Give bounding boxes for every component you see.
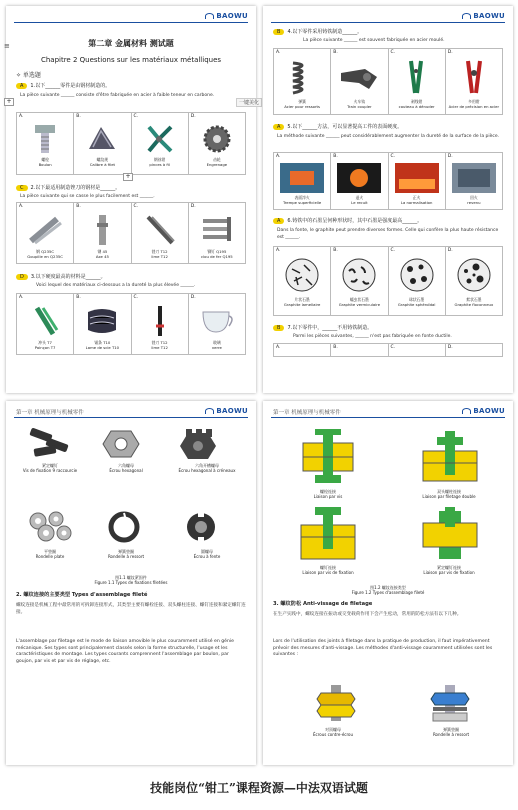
caption: 六角开槽螺母 Écrou hexagonal à créneaux — [178, 463, 236, 473]
add-row-icon[interactable]: + — [123, 173, 133, 181]
rivet-icon — [199, 213, 235, 247]
option-d[interactable]: D. 玻璃 verre — [189, 294, 245, 354]
file-tool-icon — [142, 304, 178, 338]
option-b[interactable]: B. 蠕虫状石墨 Graphite vermiculaire — [331, 247, 388, 315]
option-a[interactable]: A. 弹簧 Acier pour ressorts — [274, 49, 331, 114]
brand-logo: BAOWU — [462, 407, 505, 415]
page-header: 第一章 机械原理与机械零件 — [16, 410, 84, 416]
spheroidal-graphite-icon — [399, 257, 435, 293]
header-rule — [271, 417, 505, 418]
q7-options — [273, 343, 503, 357]
spring-washer-image — [104, 511, 144, 543]
answer-badge: B — [273, 29, 284, 35]
punch-icon — [27, 304, 63, 338]
spring-washer-diagram — [427, 683, 473, 723]
section-title: ✧ 单选题 — [16, 72, 41, 79]
option-c[interactable]: C. 球状石墨 Graphite sphéroïdal — [389, 247, 446, 315]
normalizing-photo — [395, 163, 439, 193]
option-b[interactable]: B. 退火 Le recuit — [331, 153, 388, 209]
logo-mark-icon — [205, 13, 214, 19]
option-c[interactable]: C. 钢丝钳 pinces à fil — [132, 113, 189, 174]
caption: 平垫圈 Rondelle plate — [35, 549, 65, 559]
page-1 — [4, 6, 259, 393]
section-heading: 3. 螺纹防松 Anti-vissage de filetage — [273, 601, 373, 607]
page-3 — [6, 401, 256, 765]
question-2: C 2.以下最适用制造锉刀的钢材是______。 — [16, 184, 120, 191]
q4-options — [273, 48, 503, 115]
caption: 对顶螺母 Écrous contre-écrou — [312, 727, 354, 737]
header-rule — [14, 417, 248, 418]
logo-mark-icon — [205, 408, 214, 414]
answer-badge: A — [16, 83, 27, 89]
paragraph-fr: L'assemblage par filetage est le mode de liaison amovible le plus couramment utilisé en génie mécanique. Ses types sont principalement classés selon la forme structurelle, l'usage et les caractéristiques de montage. Les types courants comprennent l'assemblage par boulon, par goujon, par vis et par vis de réglage, etc. — [16, 639, 234, 664]
page-header: 第一章 机械原理与机械零件 — [273, 410, 341, 416]
answer-badge: A — [273, 124, 284, 130]
option-c[interactable]: C. — [389, 344, 446, 356]
caption: 六角螺母 Écrou hexagonal — [109, 463, 143, 473]
caption: 螺钉连接 Liaison par vis de fixation — [302, 565, 354, 575]
question-4: B 4.以下零件采用铸铁制造______。 — [273, 28, 362, 35]
figure-caption: 图1.1 螺纹紧固件 Figure 1.1 Types de fixations filetées — [94, 575, 168, 585]
castle-nut-image — [178, 427, 218, 461]
lock-nut-image — [313, 683, 359, 723]
expand-icon[interactable]: + — [4, 98, 14, 106]
pin-icon — [27, 213, 63, 247]
option-c[interactable]: C. 锉刀 T12 lime T12 — [132, 203, 189, 263]
spring-icon — [287, 59, 317, 95]
question-5-fr: La méthode suivante ______ peut considérablement augmenter la dureté de la surface de la pièce. — [277, 134, 500, 139]
brand-logo: BAOWU — [462, 12, 505, 20]
annealing-photo — [337, 163, 381, 193]
caption: 圆螺母 Écrou à fente — [193, 549, 221, 559]
chapter-title-fr: Chapitre 2 Questions sur les matériaux métalliques — [40, 56, 222, 64]
page-4 — [263, 401, 513, 765]
vermicular-graphite-icon — [341, 257, 377, 293]
question-6-fr: Dans la fonte, le graphite peut prendre diverses formes. Celle qui confère la plus haute résistance est ______. — [277, 228, 499, 240]
caption: 螺栓连接 Liaison par vis — [313, 489, 343, 499]
brand-logo: BAOWU — [205, 12, 248, 20]
caption: 双头螺柱连接 Liaison par filetage double — [422, 489, 476, 499]
answer-badge: B — [273, 325, 284, 331]
beautify-button[interactable]: 一键美化 — [236, 98, 262, 107]
thread-gauge-icon — [85, 123, 119, 155]
q3-options — [16, 293, 246, 355]
file-tool-icon — [142, 213, 178, 247]
paragraph-cn: 在生产实践中，螺纹连接在振动或交变载荷作用下会产生松动，常用的防松方法有以下几种。 — [273, 612, 462, 617]
option-b[interactable]: B. 火车钩 Train coupler — [331, 49, 388, 114]
header-rule — [14, 22, 248, 23]
option-c[interactable]: C. 正火 La normalisation — [389, 153, 446, 209]
lamellar-graphite-icon — [284, 257, 320, 293]
option-d[interactable]: D. 多用钳 Acier de précision en acier — [447, 50, 500, 109]
option-c[interactable]: C. 剥线钳 couteau à dénuder — [389, 49, 446, 114]
bolt-joint-diagram — [293, 427, 363, 487]
option-d[interactable]: D. 齿轮 Engrenage — [189, 113, 245, 174]
round-nut-image — [181, 511, 221, 543]
answer-badge: A — [273, 218, 284, 224]
question-3-fr: Voici lequel des matériaux ci-dessous a la dureté la plus élevée ______. — [36, 283, 196, 288]
question-3: D 3.以下硬度最高的材料是______。 — [16, 273, 106, 280]
option-a[interactable]: A. 钢 Q235C Goupille en Q235C — [17, 203, 74, 263]
multi-pliers-icon — [454, 59, 494, 95]
caption: 紧定螺钉连接 Liaison par vis de fixation — [423, 565, 475, 575]
page-2 — [263, 6, 513, 393]
bolt-icon — [31, 123, 59, 155]
question-6: A 6.铸铁中的石墨呈何种形状时，其中石墨是强度最高______。 — [273, 217, 422, 224]
question-2-fr: La pièce suivante qui se casse le plus facilement est ______. — [20, 194, 155, 199]
option-a[interactable]: A. 冲头 T7 Poinçon T7 — [17, 294, 74, 354]
set-screw-image — [26, 427, 76, 461]
quenching-photo — [280, 163, 324, 193]
caption: 紧定螺钉 Vis de fixation 9 raccourcie — [22, 463, 78, 473]
pliers-icon — [143, 123, 177, 155]
option-a[interactable]: A. 片状石墨 Graphite lamellaire — [274, 247, 331, 315]
q1-options — [16, 112, 246, 175]
option-d[interactable]: D. 铆钉 Q195 clou de fer Q195 — [189, 203, 245, 263]
brand-logo: BAOWU — [205, 407, 248, 415]
option-d[interactable]: D. 回火 revenu — [446, 153, 502, 209]
q5-options — [273, 152, 503, 210]
wire-stripper-icon — [397, 59, 437, 95]
q2-options — [16, 202, 246, 264]
option-a[interactable]: A. 螺栓 Boulon — [17, 113, 74, 174]
option-c[interactable]: C. 锉刀 T12 lime T12 — [132, 294, 189, 354]
question-1: A 1.以下______零件是由钢材制造的。 — [16, 82, 110, 89]
q6-options — [273, 246, 503, 316]
question-4-fr: La pièce suivante ______ est souvent fabriquée en acier moulé. — [303, 38, 445, 43]
saw-blade-icon — [84, 304, 120, 338]
header-rule — [271, 22, 505, 23]
option-a[interactable]: A. — [274, 344, 331, 356]
flat-washer-image — [26, 511, 74, 543]
gear-icon — [200, 123, 234, 155]
question-7: B 7.以下零件中，______不用铸铁制造。 — [273, 324, 372, 331]
paragraph-fr: Lors de l'utilisation des joints à filetage dans la pratique de production, il faut impérativement prévoir des mesures d'anti-vissage. Les méthodes d'anti-vissage couramment utilisées sont les suivantes : — [273, 639, 493, 657]
question-7-fr: Parmi les pièces suivantes, ______ n'est pas fabriquée en fonte ductile. — [293, 334, 452, 339]
section-heading: 2. 螺纹连接的主要类型 Types d'assemblage fileté — [16, 592, 148, 598]
train-coupler-icon — [339, 59, 379, 95]
menu-icon[interactable]: ≡ — [4, 42, 10, 50]
answer-badge: D — [16, 274, 28, 280]
caption: 弹簧垫圈 Rondelle à ressort — [107, 549, 145, 559]
option-b[interactable]: B. — [331, 344, 388, 356]
question-5: A 5.以下______方法，可以显著提高工件的表面硬度。 — [273, 123, 402, 130]
logo-mark-icon — [462, 13, 471, 19]
flake-graphite-icon — [456, 257, 492, 293]
option-d[interactable]: D. 絮状石墨 Graphite floconneux — [447, 248, 494, 307]
option-b[interactable]: B. 螺纹规 Calibre à filet — [74, 113, 131, 174]
question-1-fr: La pièce suivante ______ consiste d'être fabriquée en acier à faible teneur en carbone. — [20, 93, 215, 98]
answer-badge: C — [16, 185, 28, 191]
caption: 弹簧垫圈 Rondelle à ressort — [432, 727, 470, 737]
option-b[interactable]: B. 锯条 T10 Lame de scie T10 — [74, 294, 131, 354]
shaft-icon — [84, 213, 120, 247]
paragraph-cn: 螺纹连接是机械工程中最常用的可拆卸连接形式，其类型主要有螺栓连接、双头螺柱连接、螺钉连接和紧定螺钉连接。 — [16, 603, 246, 615]
option-d[interactable]: D. — [447, 345, 453, 350]
stud-joint-diagram — [415, 427, 485, 487]
option-a[interactable]: A. 表面淬火 Trempe superficielle — [274, 153, 331, 209]
option-b[interactable]: B. 钢 45 Axe 45 — [74, 203, 131, 263]
logo-mark-icon — [462, 408, 471, 414]
set-screw-joint-diagram — [415, 505, 485, 563]
chapter-title: 第二章 金属材料 测试题 — [88, 39, 174, 48]
hex-nut-image — [101, 427, 141, 461]
screw-joint-diagram — [293, 505, 363, 563]
figure-caption: 图1.2 螺纹连接类型 Figure 1.2 Types d'assemblage fileté — [351, 585, 425, 595]
tempering-photo — [452, 163, 496, 193]
glass-cup-icon — [199, 304, 235, 338]
footer-title: 技能岗位“钳工”课程资源—中法双语试题 — [150, 781, 368, 795]
